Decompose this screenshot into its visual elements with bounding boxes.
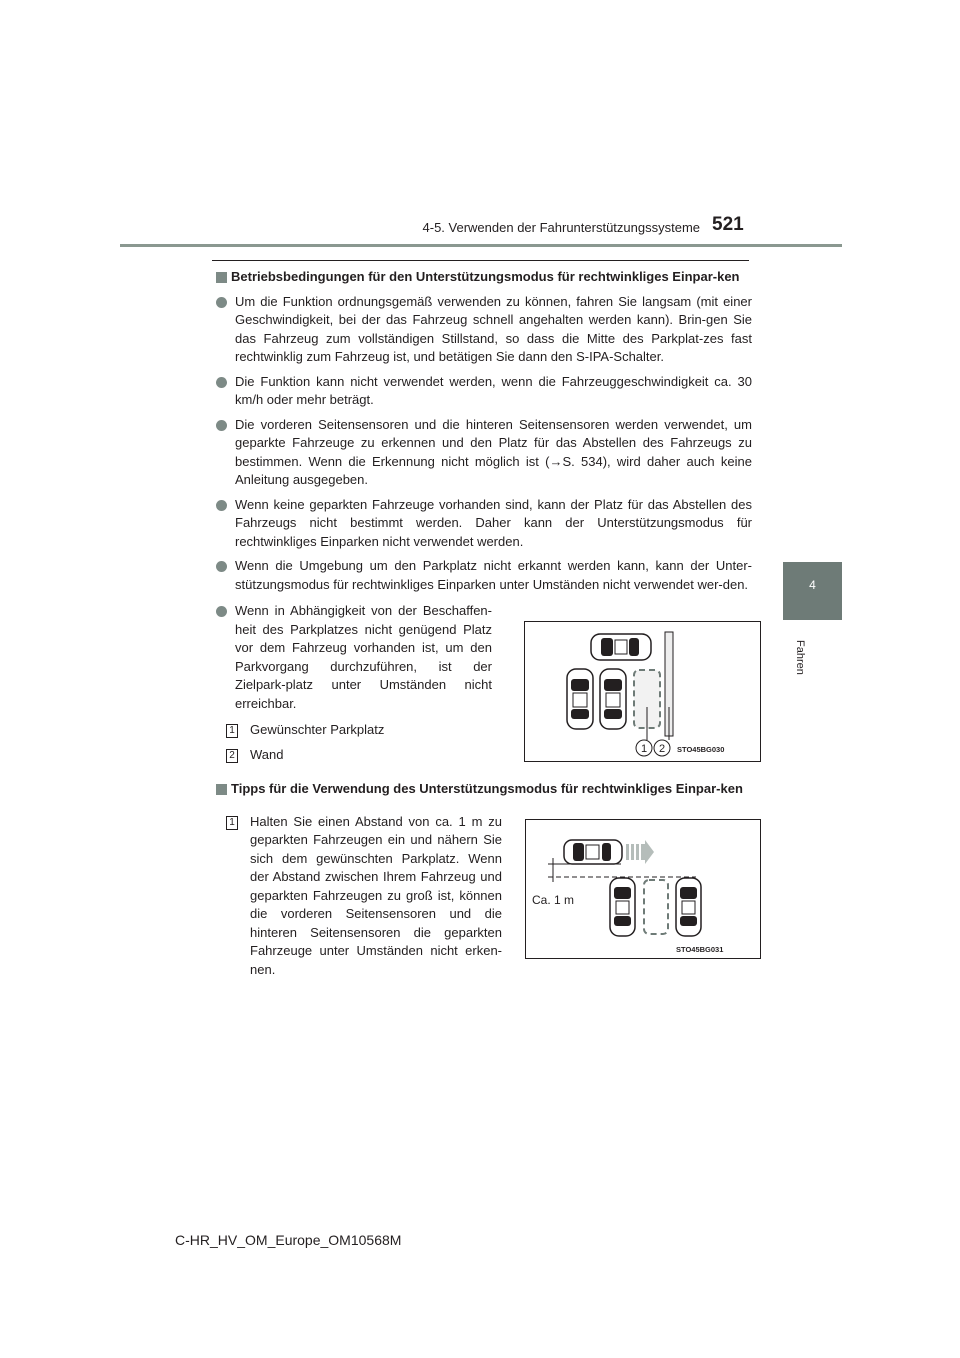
round-bullet-icon [216, 420, 227, 431]
target-space-outline [644, 880, 668, 934]
figure-distance [525, 819, 761, 959]
square-bullet-icon [216, 784, 227, 795]
list-item: Wenn keine geparkten Fahrzeuge vorhanden sind, kann der Platz für das Abstellen des Fahrzeugs nicht bestimmt werden. Daher kann der Unterstützungsmodus für rechtwinkliges Einparken nicht verwendet werden. [216, 496, 752, 552]
round-bullet-icon [216, 377, 227, 388]
list-item: Wenn in Abhängigkeit von der Beschaffen-heit des Parkplatzes nicht genügend Platz vor dem Fahrzeug vorhanden ist, um den Parkvorgang durchzuführen, ist der Zielpark-platz unter Umständen nicht erreichbar. [216, 602, 492, 713]
list-item: Die vorderen Seitensensoren und die hinteren Seitensensoren werden verwendet, um geparkte Fahrzeuge zu erkennen und den Platz für das Abstellen des Fahrzeugs zu bestimmen. Wenn die Erkennung nicht möglich ist (→S. 534), wird daher auch keine Anleitung ausgegeben. [216, 416, 752, 490]
distance-label: Ca. 1 m [532, 893, 575, 907]
parked-car-icon [600, 669, 626, 729]
round-bullet-icon [216, 297, 227, 308]
distance-illustration [526, 820, 760, 958]
list-item: Die Funktion kann nicht verwendet werden, wenn die Fahrzeuggeschwindigkeit ca. 30 km/h oder mehr beträgt. [216, 373, 752, 410]
legend-number: 2 [226, 749, 238, 763]
legend-number: 1 [226, 724, 238, 738]
content-rule [212, 260, 749, 261]
parked-car-icon [676, 878, 701, 936]
header-rule [120, 244, 842, 247]
parking-space-illustration [525, 622, 760, 761]
figure-code: STO45BG031 [676, 945, 724, 954]
step-item [226, 813, 502, 980]
callout-number: 1 [640, 743, 648, 755]
square-bullet-icon [216, 272, 227, 283]
figure-parking-space [524, 621, 761, 762]
section-title: 4-5. Verwenden der Fahrunterstützungssysteme [422, 220, 700, 235]
approaching-car-icon [591, 634, 651, 660]
list-item: Wenn die Umgebung um den Parkplatz nicht erkannt werden kann, kann der Unter-stützungsmodus für rechtwinkliges Einparken unter Umständen nicht verwendet wer-den. [216, 557, 752, 594]
round-bullet-icon [216, 500, 227, 511]
legend-label: Gewünschter Parkplatz [250, 722, 385, 737]
page-number: 521 [712, 214, 744, 235]
callout-number: 2 [658, 743, 666, 755]
parked-car-icon [610, 878, 635, 936]
step-number: 1 [226, 816, 238, 830]
approaching-car-icon [564, 840, 622, 864]
step-text: Halten Sie einen Abstand von ca. 1 m zu geparkten Fahrzeugen ein und nähern Sie sich dem gewünschten Parkplatz. Wenn der Abstand zwischen Ihrem Fahrzeug und geparkten Fahrzeugen zu groß ist, können die vorderen Seitensensoren und die hinteren Seitensensoren die geparkten Fahrzeuge unter Umständen nicht erken-nen. [250, 813, 502, 977]
figure-code: STO45BG030 [677, 745, 725, 754]
document-id: C-HR_HV_OM_Europe_OM10568M [175, 1232, 402, 1248]
direction-arrow-icon [626, 840, 654, 864]
section1-heading: Betriebsbedingungen für den Unterstützungsmodus für rechtwinkliges Einpar-ken [216, 268, 752, 287]
chapter-number: 4 [809, 578, 816, 592]
list-item: Um die Funktion ordnungsgemäß verwenden zu können, fahren Sie langsam (mit einer Geschwindigkeit, bei der das Fahrzeug schnell angehalten werden kann). Brin-gen Sie das Fahrzeug zum vollständigen Stillstand, so dass die Mitte des Parkplat-zes fast rechtwinklig zum Fahrzeug ist, und betätigen Sie dann den S-IPA-Schalter. [216, 293, 752, 367]
parked-car-icon [567, 669, 593, 729]
chapter-tab [783, 562, 842, 620]
round-bullet-icon [216, 606, 227, 617]
section2-heading: Tipps für die Verwendung des Unterstützungsmodus für rechtwinkliges Einpar-ken [216, 780, 752, 799]
chapter-label: Fahren [794, 640, 806, 675]
legend-label: Wand [250, 746, 284, 762]
round-bullet-icon [216, 561, 227, 572]
